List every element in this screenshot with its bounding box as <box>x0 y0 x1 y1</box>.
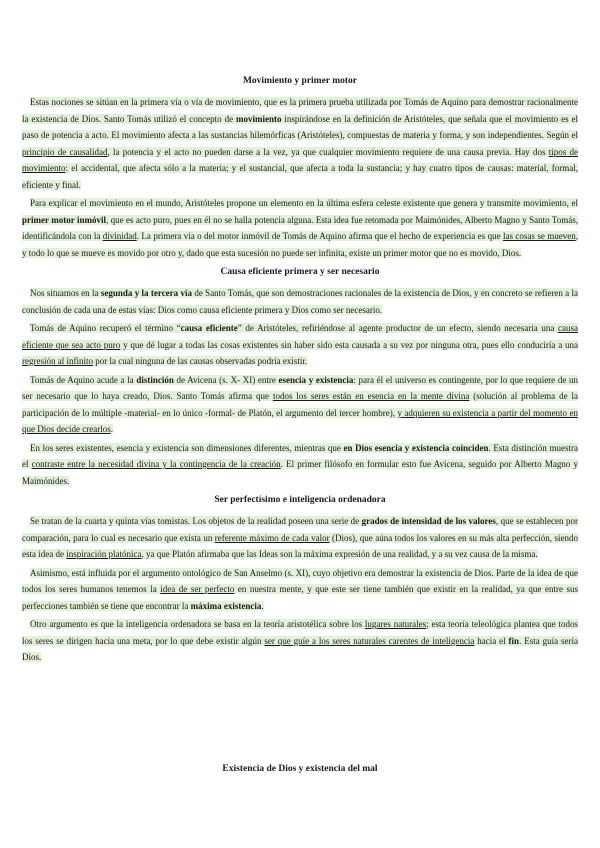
text-run: . La primera vía o del motor inmóvil de Tomás de Aquino afirma que el hecho de experiencia es que <box>136 231 503 241</box>
text-run: Asimismo, está influida por el argumento ontológico de San Anselmo (s. XI), cuyo objetivo era demostrar la existencia de Dios. Parte de la idea de que todos los seres humanos tenemos la <box>22 567 578 594</box>
bold-term: esencia y existencia <box>278 374 354 385</box>
underlined-phrase: todos los seres están en esencia en la mente divina <box>272 391 470 401</box>
bold-term: primer motor inmóvil <box>22 214 106 225</box>
text-run: , y todo lo que se mueve es movido por otro y, dado que esta sucesión no puede ser infinita, existe un primer motor que no es movido, Dios. <box>22 231 578 258</box>
section-movimiento <box>22 74 578 261</box>
paragraph <box>22 440 578 490</box>
underlined-phrase: contraste entre la necesidad divina y la contingencia de la creación <box>31 459 281 469</box>
text-run: . <box>261 600 264 611</box>
paragraph <box>22 565 578 615</box>
text-run: Nos situamos en la <box>30 288 101 298</box>
text-run: Tomás de Aquino acude a la <box>30 374 137 385</box>
paragraph <box>22 513 578 563</box>
bold-term: movimiento <box>236 113 282 124</box>
highlighted-text <box>22 516 578 559</box>
highlighted-text <box>22 323 578 366</box>
text-run: Estas nociones se sitúan en la primera vía o vía de movimiento, que es la primera prueba utilizada por Tomás de Aquino para demostrar racionalmente la existencia de Dios. Santo Tomás utilizó el concepto de <box>22 97 578 124</box>
text-run: de Avicena (s. X- XI) entre <box>173 374 279 385</box>
paragraph <box>22 285 578 318</box>
paragraph <box>22 372 578 438</box>
text-run: , que es acto puro, pues en él no se halla potencia alguna. Esta idea fue retomada por Maimónides, Alberto Magno y Santo Tomás, identificándola con la <box>22 214 579 241</box>
text-run: Se tratan de la cuarta y quinta vías tomistas. Los objetos de la realidad poseen una serie de <box>30 516 362 526</box>
text-run: ; esta teoría teleológica plantea que todos los seres se dirigen hacia una meta, por lo que debe existir algún <box>22 619 578 646</box>
underlined-phrase: principio de causalidad <box>22 146 108 157</box>
text-run: por la cual ninguna de las causas observadas podría existir. <box>92 356 308 366</box>
bold-term: causa eficiente <box>180 323 238 333</box>
highlighted-text <box>22 568 578 611</box>
section-title-existencia-mal: Existencia de Dios y existencia del mal <box>222 764 378 774</box>
text-run: (Dios), que aúna todos los valores en su más alta perfección, siendo esta idea de <box>22 532 579 559</box>
text-run: En los seres existentes, esencia y existencia son dimensiones diferentes, mientras que <box>30 442 344 453</box>
text-run: : para él el universo es contingente, por lo que requiere de un ser necesario que lo haya creado, Dios. Santo Tomás afirma que <box>22 374 579 401</box>
bold-term: fin <box>508 635 520 646</box>
text-run: ” de Aristóteles, refiriéndose al agente productor de un efecto, siendo necesaria una <box>237 323 558 333</box>
highlighted-text <box>22 198 578 258</box>
paragraph <box>22 195 578 261</box>
text-run: . El primer filósofo en formular esto fue Avicena, seguido por Alberto Magno y Maimónides. <box>22 459 579 486</box>
highlighted-text <box>22 619 578 662</box>
highlighted-text <box>22 97 578 190</box>
text-run: Para explicar el movimiento en el mundo, Aristóteles propone un elemento en la última esfera celeste existente que genera y transmite movimiento, el <box>30 198 578 208</box>
section-title-ser-perfectisimo: Ser perfectísimo e inteligencia ordenadora <box>214 495 386 505</box>
text-run: en nuestra mente, y que este ser tiene también que existir en la realidad, ya que entre sus perfecciones también se tiene que encontrar la <box>22 584 578 611</box>
underlined-phrase: y adquieren su existencia a partir del momento en que Dios decide crearlos <box>22 407 579 434</box>
paragraph <box>22 94 578 193</box>
text-run: hacia el <box>474 635 509 646</box>
bold-term: en Dios esencia y existencia coinciden <box>343 442 489 453</box>
underlined-phrase: las cosas se mueven <box>503 231 576 241</box>
text-run: , ya que Platón afirmaba que las Ideas son la máxima expresión de una realidad, y a su vez causa de la misma. <box>141 549 538 559</box>
section-causa-eficiente <box>22 265 578 489</box>
bold-term: distinción <box>136 374 174 385</box>
text-run: . <box>110 424 113 434</box>
text-run: : el accidental, que afecta sólo a la materia; y el sustancial, que afecta a toda la sustancia; y hay cuatro tipos de causas: material, formal, eficiente y final. <box>22 163 578 190</box>
text-run: , que se establecen por comparación, para lo cual es necesario que exista un <box>22 516 578 543</box>
section-title-causa-eficiente: Causa eficiente primera y ser necesario <box>220 267 380 277</box>
bold-term: segunda y la tercera vía <box>100 288 193 298</box>
bold-term: grados de intensidad de los valores <box>361 516 496 526</box>
underlined-phrase: tipos de movimiento <box>22 146 578 173</box>
underlined-phrase: regresión al infinito <box>22 356 93 366</box>
text-run: Otro argumento es que la inteligencia ordenadora se basa en la teoría aristotélica sobre los <box>30 619 365 629</box>
text-run: de Santo Tomás, que son demostraciones racionales de la existencia de Dios, y en concreto se refieren a la conclusión de cada una de estas vías: Dios como causa eficiente primera y Dios como ser necesario. <box>22 288 578 315</box>
paragraph <box>22 616 578 666</box>
highlighted-text <box>22 443 578 486</box>
underlined-phrase: causa eficiente que sea acto puro <box>22 323 578 350</box>
underlined-phrase: lugares naturales <box>364 619 427 629</box>
text-run: inspirándose en la definición de Aristóteles, que señala que el movimiento es el paso de potencia a acto. El movimiento afecta a las sustancias hilemórficas (Aristóteles), compuestas de materia y forma, y son independientes. Según el <box>22 113 578 140</box>
highlighted-text <box>22 375 578 435</box>
underlined-phrase: inspiración platónica <box>66 549 142 559</box>
highlighted-text <box>22 288 578 315</box>
text-run: . Esta distinción muestra el <box>22 442 578 469</box>
underlined-phrase: divinidad <box>102 231 137 241</box>
section-ser-perfectisimo <box>22 493 578 666</box>
text-run: (solución al problema de la participación de lo múltiple -material- en lo único -formal- de Platón, el argumento del tercer hombre), <box>22 391 579 418</box>
text-run: . Esta guía sería Dios. <box>22 635 578 662</box>
text-run: Tomás de Aquino recuperó el término “ <box>30 323 181 333</box>
underlined-phrase: idea de ser perfecto <box>160 584 235 594</box>
underlined-phrase: referente máximo de cada valor <box>214 532 330 543</box>
bold-term: máxima existencia <box>190 600 262 611</box>
paragraph <box>22 320 578 370</box>
underlined-phrase: ser que guíe a los seres naturales carentes de inteligencia <box>264 635 475 646</box>
text-run: y que dé lugar a todas las cosas existentes sin haber sido esta causada a su vez por ninguna otra, pues ello conduciría a una <box>120 339 579 350</box>
section-title-movimiento: Movimiento y primer motor <box>242 76 358 86</box>
text-run: , la potencia y el acto no pueden darse a la vez, ya que cualquier movimiento requiere de una causa previa. Hay dos <box>107 146 549 157</box>
